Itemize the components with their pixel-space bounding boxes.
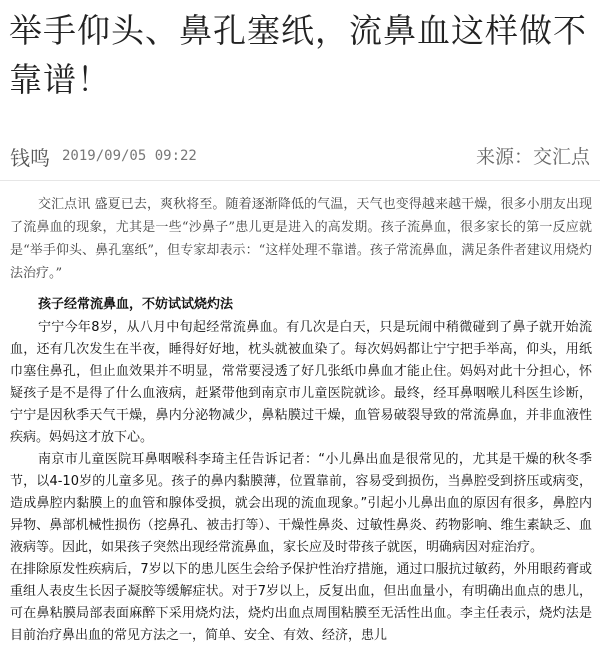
article-meta	[10, 142, 590, 172]
body-paragraph: 南京市儿童医院耳鼻咽喉科李琦主任告诉记者：“小儿鼻出血是很常见的，尤其是干燥的秋冬季节，以4-10岁的儿童多见。孩子的鼻内黏膜薄，位置靠前，容易受到损伤，当鼻腔受到挤压或病变，造成鼻腔内黏膜上的血管和腺体受损，就会出现的流血现象。”引起小儿鼻出血的原因有很多，鼻腔内异物、鼻部机械性损伤（挖鼻孔、被击打等）、干燥性鼻炎、过敏性鼻炎、药物影响、维生素缺乏、血液病等。因此，如果孩子突然出现经常流鼻血，家长应及时带孩子就医，明确病因对症治疗。	[10, 452, 592, 555]
section-heading: 孩子经常流鼻血，不妨试试烧灼法	[38, 297, 234, 312]
article-body	[10, 293, 592, 647]
body-paragraph: 宁宁今年8岁，从八月中旬起经常流鼻血。有几次是白天，只是玩闹中稍微碰到了鼻子就开始流血，还有几次发生在半夜，睡得好好地，枕头就被血染了。每次妈妈都让宁宁把手举高，仰头，用纸巾塞住鼻孔，但止血效果并不明显，常常要浸透了好几张纸巾鼻血才能止住。妈妈对此十分担心，怀疑孩子是不是得了什么血液病，赶紧带他到南京市儿童医院就诊。最终，经耳鼻咽喉儿科医生诊断，宁宁是因秋季天气干燥，鼻内分泌物减少，鼻粘膜过干燥，血管易破裂导致的常流鼻血，并非血液性疾病。妈妈这才放下心。	[10, 320, 592, 445]
header-divider	[0, 180, 600, 181]
article-title: 举手仰头、鼻孔塞纸，流鼻血这样做不靠谱！	[9, 11, 587, 99]
publish-date: 2019/09/05 09:22	[62, 148, 197, 164]
article-source: 来源：交汇点	[475, 146, 590, 168]
body-paragraph: 在排除原发性疾病后，7岁以下的患儿医生会给予保护性治疗措施，通过口服抗过敏药，外用眼药膏或重组人表皮生长因子凝胶等缓解症状。对于7岁以上，反复出血，但出血量小，有明确出血点的患儿，可在鼻粘膜局部表面麻醉下采用烧灼法，烧灼出血点周围粘膜至无活性出血。李主任表示，烧灼法是目前治疗鼻出血的常见方法之一，简单、安全、有效、经济，患儿	[10, 562, 592, 643]
article-lead: 交汇点讯 盛夏已去，爽秋将至。随着逐渐降低的气温，天气也变得越来越干燥，很多小朋友出现了流鼻血的现象，尤其是一些“沙鼻子”患儿更是进入的高发期。孩子流鼻血，很多家长的第一反应就是“举手仰头、鼻孔塞纸”，但专家却表示：“这样处理不靠谱。孩子常流鼻血，满足条件者建议用烧灼法治疗。”	[10, 197, 592, 281]
author-name: 钱鸣	[10, 146, 50, 170]
